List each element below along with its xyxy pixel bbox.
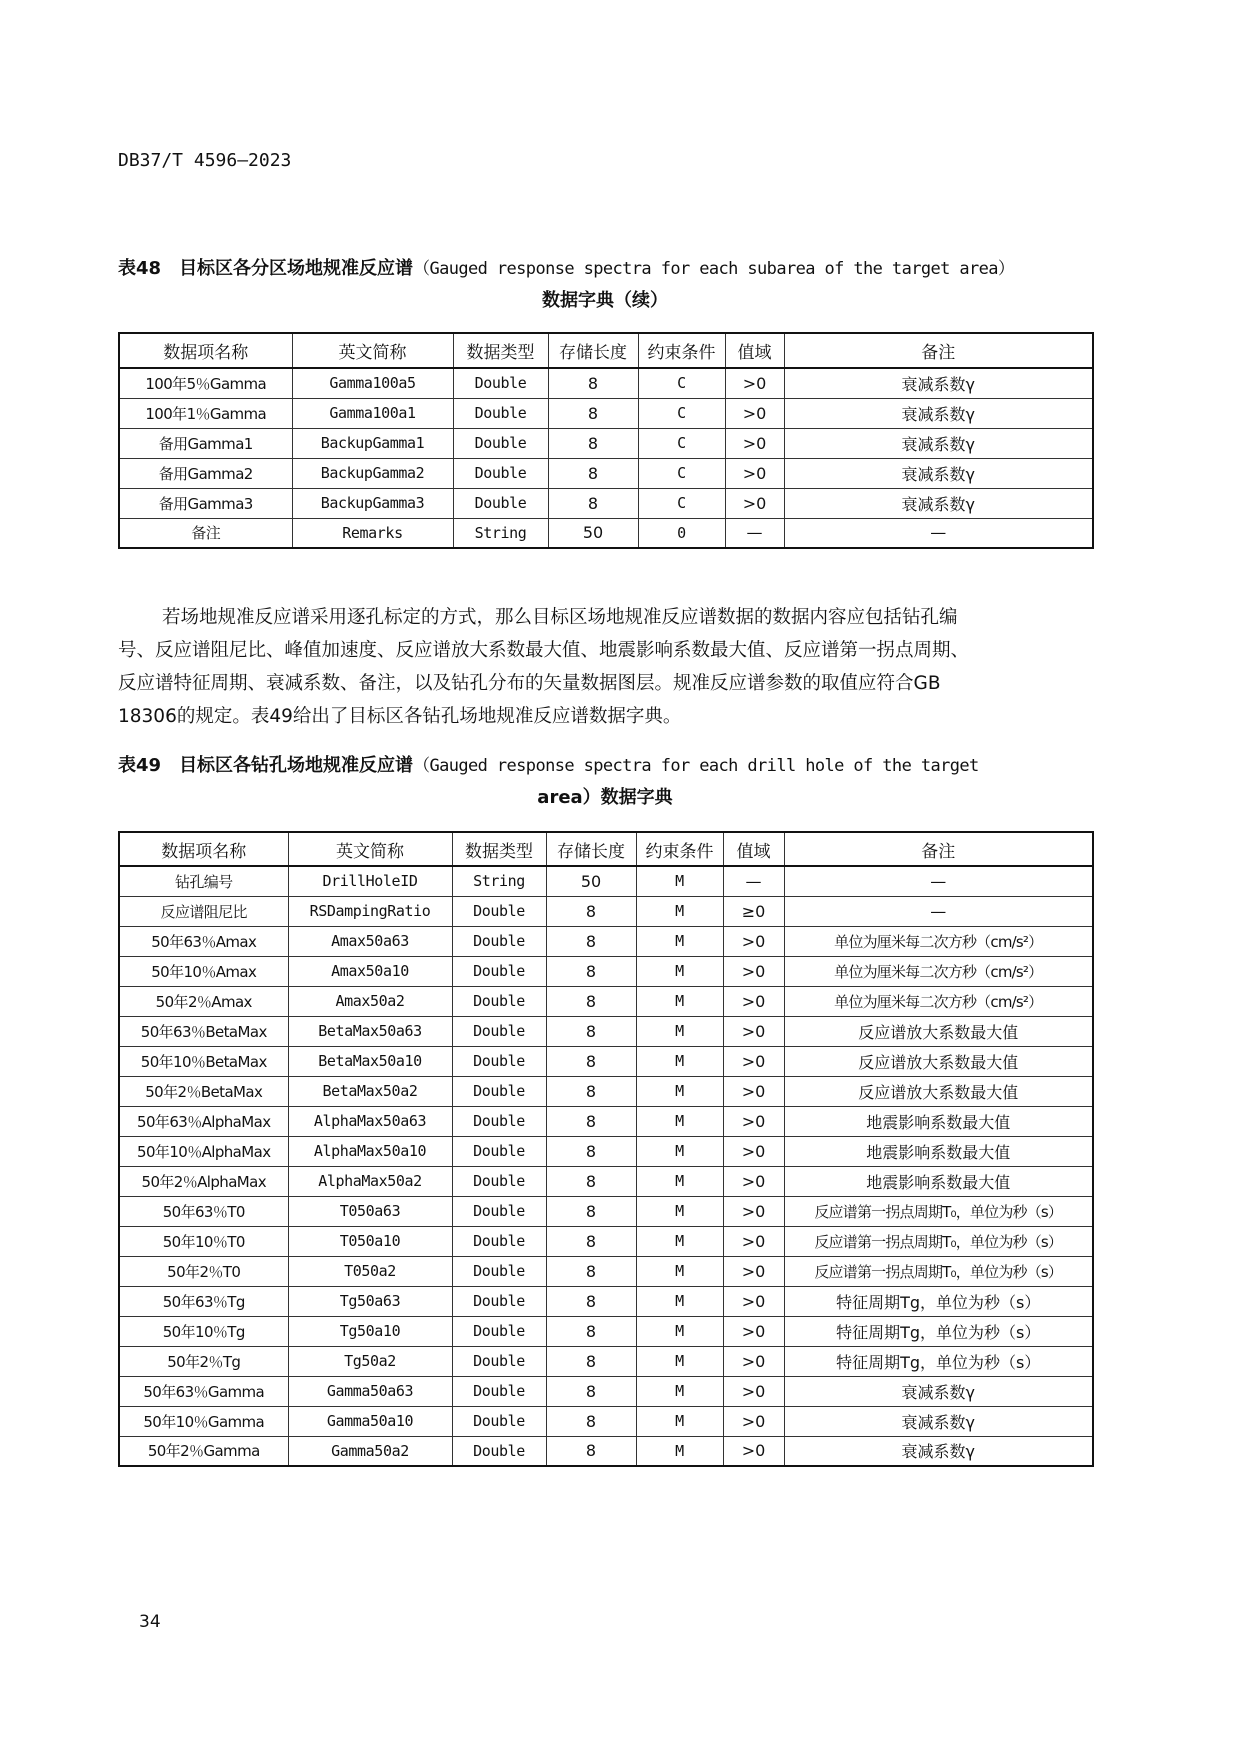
cell-item-name: 50年63％AlphaMax	[119, 1106, 288, 1136]
cell-value-range: >0	[723, 1346, 784, 1376]
cell-english-abbr: Amax50a2	[288, 986, 452, 1016]
cell-item-name: 50年63％Gamma	[119, 1376, 288, 1406]
cell-item-name: 50年63％T0	[119, 1196, 288, 1226]
table-row	[119, 926, 1093, 956]
cell-data-type: String	[453, 518, 548, 548]
table48-title-line2: 数据字典（续）	[542, 290, 668, 311]
cell-english-abbr: Gamma50a2	[288, 1436, 452, 1466]
cell-data-type: Double	[452, 926, 546, 956]
cell-item-name: 50年10％BetaMax	[119, 1046, 288, 1076]
column-header-remark: 备注	[784, 333, 1093, 368]
cell-data-type: Double	[452, 896, 546, 926]
cell-item-name: 反应谱阻尼比	[119, 896, 288, 926]
column-header-constraint: 约束条件	[636, 832, 723, 866]
table-row	[119, 866, 1093, 896]
table48-header-row	[119, 333, 1093, 368]
cell-value-range: >0	[723, 1406, 784, 1436]
cell-item-name: 备用Gamma1	[119, 428, 292, 458]
cell-remark: 单位为厘米每二次方秒（cm/s²）	[784, 986, 1093, 1016]
cell-english-abbr: T050a10	[288, 1226, 452, 1256]
cell-storage-length: 8	[546, 1046, 636, 1076]
cell-constraint: M	[636, 1196, 723, 1226]
table-row	[119, 986, 1093, 1016]
cell-remark: 地震影响系数最大值	[784, 1106, 1093, 1136]
cell-storage-length: 8	[546, 1376, 636, 1406]
cell-item-name: 50年10％Amax	[119, 956, 288, 986]
cell-item-name: 钻孔编号	[119, 866, 288, 896]
cell-item-name: 50年2％BetaMax	[119, 1076, 288, 1106]
cell-item-name: 50年63％BetaMax	[119, 1016, 288, 1046]
cell-storage-length: 8	[548, 458, 638, 488]
cell-data-type: Double	[452, 1166, 546, 1196]
column-header-storage-length: 存储长度	[548, 333, 638, 368]
cell-data-type: Double	[452, 1076, 546, 1106]
cell-item-name: 50年2％Amax	[119, 986, 288, 1016]
cell-english-abbr: BetaMax50a10	[288, 1046, 452, 1076]
cell-item-name: 50年2％AlphaMax	[119, 1166, 288, 1196]
cell-remark: 特征周期Tg，单位为秒（s）	[784, 1346, 1093, 1376]
cell-data-type: Double	[452, 1346, 546, 1376]
cell-value-range: >0	[725, 488, 784, 518]
cell-english-abbr: Gamma100a5	[292, 368, 453, 398]
table-row	[119, 458, 1093, 488]
cell-constraint: M	[636, 1016, 723, 1046]
cell-data-type: Double	[452, 1136, 546, 1166]
cell-remark: 衰减系数γ	[784, 1376, 1093, 1406]
cell-remark: 反应谱第一拐点周期T₀，单位为秒（s）	[784, 1226, 1093, 1256]
cell-item-name: 50年10％Gamma	[119, 1406, 288, 1436]
cell-data-type: Double	[452, 1286, 546, 1316]
cell-constraint: M	[636, 956, 723, 986]
table-row	[119, 1196, 1093, 1226]
cell-storage-length: 8	[548, 428, 638, 458]
cell-data-type: Double	[452, 1376, 546, 1406]
column-header-item-name: 数据项名称	[119, 832, 288, 866]
cell-data-type: Double	[452, 1436, 546, 1466]
cell-english-abbr: T050a2	[288, 1256, 452, 1286]
column-header-english-abbr: 英文简称	[288, 832, 452, 866]
cell-item-name: 50年63％Tg	[119, 1286, 288, 1316]
cell-data-type: Double	[453, 488, 548, 518]
cell-storage-length: 8	[546, 1166, 636, 1196]
table-row	[119, 368, 1093, 398]
cell-constraint: M	[636, 1406, 723, 1436]
cell-storage-length: 8	[546, 926, 636, 956]
cell-storage-length: 8	[546, 1226, 636, 1256]
cell-english-abbr: AlphaMax50a63	[288, 1106, 452, 1136]
table49-title-line2: area）数据字典	[537, 787, 673, 808]
column-header-data-type: 数据类型	[452, 832, 546, 866]
cell-remark: 单位为厘米每二次方秒（cm/s²）	[784, 956, 1093, 986]
table-row	[119, 1166, 1093, 1196]
cell-value-range: >0	[725, 458, 784, 488]
cell-remark: —	[784, 866, 1093, 896]
cell-remark: 衰减系数γ	[784, 488, 1093, 518]
cell-storage-length: 8	[546, 1346, 636, 1376]
cell-value-range: >0	[723, 1076, 784, 1106]
cell-english-abbr: Tg50a2	[288, 1346, 452, 1376]
cell-english-abbr: BackupGamma3	[292, 488, 453, 518]
cell-remark: —	[784, 896, 1093, 926]
paragraph-line: 若场地规准反应谱采用逐孔标定的方式，那么目标区场地规准反应谱数据的数据内容应包括钻孔编	[162, 607, 958, 628]
cell-storage-length: 8	[546, 1196, 636, 1226]
cell-value-range: >0	[723, 1196, 784, 1226]
cell-data-type: Double	[452, 1196, 546, 1226]
table49-header-row	[119, 832, 1093, 866]
table-row	[119, 488, 1093, 518]
cell-remark: 反应谱放大系数最大值	[784, 1016, 1093, 1046]
cell-constraint: C	[638, 428, 725, 458]
cell-constraint: C	[638, 368, 725, 398]
table49	[118, 831, 1094, 1467]
cell-constraint: M	[636, 926, 723, 956]
table-row	[119, 1406, 1093, 1436]
paragraph-line: 反应谱特征周期、衰减系数、备注，以及钻孔分布的矢量数据图层。规准反应谱参数的取值应符合GB	[118, 673, 941, 694]
cell-storage-length: 8	[548, 368, 638, 398]
cell-remark: 衰减系数γ	[784, 1436, 1093, 1466]
cell-constraint: M	[636, 1226, 723, 1256]
table-row	[119, 1376, 1093, 1406]
cell-constraint: M	[636, 1106, 723, 1136]
cell-english-abbr: BackupGamma2	[292, 458, 453, 488]
cell-storage-length: 8	[546, 1016, 636, 1046]
cell-constraint: M	[636, 1046, 723, 1076]
cell-value-range: >0	[723, 926, 784, 956]
table48-caption	[118, 254, 1092, 318]
table48-body	[119, 368, 1093, 548]
cell-english-abbr: Tg50a10	[288, 1316, 452, 1346]
cell-storage-length: 8	[548, 398, 638, 428]
cell-constraint: C	[638, 398, 725, 428]
table-row	[119, 1226, 1093, 1256]
table-row	[119, 1346, 1093, 1376]
cell-remark: 反应谱第一拐点周期T₀，单位为秒（s）	[784, 1256, 1093, 1286]
cell-constraint: M	[636, 866, 723, 896]
column-header-remark: 备注	[784, 832, 1093, 866]
cell-english-abbr: Remarks	[292, 518, 453, 548]
cell-value-range: >0	[725, 428, 784, 458]
table-row	[119, 1436, 1093, 1466]
cell-value-range: —	[725, 518, 784, 548]
table-row	[119, 1106, 1093, 1136]
column-header-item-name: 数据项名称	[119, 333, 292, 368]
cell-english-abbr: T050a63	[288, 1196, 452, 1226]
cell-data-type: Double	[453, 458, 548, 488]
cell-storage-length: 8	[546, 896, 636, 926]
table48-title-en: （Gauged response spectra for each subarea of the target area）	[413, 259, 1015, 279]
cell-english-abbr: BetaMax50a2	[288, 1076, 452, 1106]
column-header-storage-length: 存储长度	[546, 832, 636, 866]
table48-title-cn: 目标区各分区场地规准反应谱	[179, 258, 414, 279]
cell-remark: 衰减系数γ	[784, 458, 1093, 488]
cell-remark: 单位为厘米每二次方秒（cm/s²）	[784, 926, 1093, 956]
column-header-value-range: 值域	[723, 832, 784, 866]
cell-value-range: >0	[725, 368, 784, 398]
cell-data-type: Double	[452, 1256, 546, 1286]
cell-data-type: Double	[452, 956, 546, 986]
cell-data-type: Double	[452, 986, 546, 1016]
cell-english-abbr: AlphaMax50a10	[288, 1136, 452, 1166]
cell-value-range: >0	[725, 398, 784, 428]
cell-english-abbr: Gamma50a10	[288, 1406, 452, 1436]
table49-number: 表49	[118, 755, 162, 776]
cell-value-range: >0	[723, 1436, 784, 1466]
cell-remark: 衰减系数γ	[784, 428, 1093, 458]
cell-value-range: >0	[723, 986, 784, 1016]
cell-data-type: Double	[453, 368, 548, 398]
cell-item-name: 50年10％Tg	[119, 1316, 288, 1346]
cell-constraint: M	[636, 1076, 723, 1106]
table-row	[119, 1286, 1093, 1316]
cell-storage-length: 8	[546, 1106, 636, 1136]
cell-data-type: Double	[453, 398, 548, 428]
cell-constraint: C	[638, 458, 725, 488]
table-row	[119, 956, 1093, 986]
cell-constraint: M	[636, 1376, 723, 1406]
standard-code: DB37/T 4596—2023	[118, 150, 292, 171]
table49-title-en: （Gauged response spectra for each drill hole of the target	[413, 756, 979, 776]
cell-constraint: M	[636, 1316, 723, 1346]
cell-storage-length: 8	[546, 1286, 636, 1316]
cell-value-range: >0	[723, 1046, 784, 1076]
cell-constraint: M	[636, 1256, 723, 1286]
table49-body	[119, 866, 1093, 1466]
cell-constraint: 0	[638, 518, 725, 548]
cell-item-name: 100年1％Gamma	[119, 398, 292, 428]
cell-constraint: M	[636, 1136, 723, 1166]
cell-item-name: 备用Gamma3	[119, 488, 292, 518]
cell-english-abbr: DrillHoleID	[288, 866, 452, 896]
cell-data-type: Double	[452, 1016, 546, 1046]
cell-value-range: >0	[723, 1286, 784, 1316]
cell-storage-length: 8	[546, 1316, 636, 1346]
cell-storage-length: 8	[546, 1436, 636, 1466]
table-row	[119, 428, 1093, 458]
cell-storage-length: 8	[546, 1136, 636, 1166]
paragraph-line: 号、反应谱阻尼比、峰值加速度、反应谱放大系数最大值、地震影响系数最大值、反应谱第一拐点周期、	[118, 640, 970, 661]
cell-constraint: M	[636, 986, 723, 1016]
column-header-value-range: 值域	[725, 333, 784, 368]
cell-storage-length: 50	[546, 866, 636, 896]
table49-caption	[118, 751, 1092, 815]
cell-item-name: 50年2％T0	[119, 1256, 288, 1286]
cell-constraint: M	[636, 896, 723, 926]
cell-value-range: >0	[723, 1136, 784, 1166]
cell-value-range: ≥0	[723, 896, 784, 926]
cell-value-range: >0	[723, 1256, 784, 1286]
page-number: 34	[139, 1612, 161, 1632]
cell-storage-length: 8	[546, 1076, 636, 1106]
cell-remark: 反应谱放大系数最大值	[784, 1046, 1093, 1076]
cell-value-range: >0	[723, 956, 784, 986]
cell-value-range: >0	[723, 1106, 784, 1136]
cell-constraint: M	[636, 1286, 723, 1316]
table-row	[119, 896, 1093, 926]
column-header-constraint: 约束条件	[638, 333, 725, 368]
cell-constraint: M	[636, 1166, 723, 1196]
cell-item-name: 50年63％Amax	[119, 926, 288, 956]
cell-value-range: >0	[723, 1316, 784, 1346]
table-row	[119, 398, 1093, 428]
body-paragraph	[118, 601, 1092, 733]
cell-storage-length: 8	[546, 956, 636, 986]
table-row	[119, 1316, 1093, 1346]
cell-value-range: >0	[723, 1166, 784, 1196]
cell-value-range: >0	[723, 1016, 784, 1046]
cell-remark: —	[784, 518, 1093, 548]
cell-english-abbr: AlphaMax50a2	[288, 1166, 452, 1196]
cell-value-range: >0	[723, 1376, 784, 1406]
cell-remark: 衰减系数γ	[784, 1406, 1093, 1436]
cell-english-abbr: Amax50a63	[288, 926, 452, 956]
cell-storage-length: 8	[548, 488, 638, 518]
cell-data-type: Double	[452, 1406, 546, 1436]
cell-data-type: Double	[452, 1226, 546, 1256]
cell-data-type: Double	[452, 1316, 546, 1346]
cell-item-name: 50年10％T0	[119, 1226, 288, 1256]
column-header-data-type: 数据类型	[453, 333, 548, 368]
cell-storage-length: 8	[546, 1256, 636, 1286]
column-header-english-abbr: 英文简称	[292, 333, 453, 368]
table-row	[119, 1136, 1093, 1166]
cell-storage-length: 8	[546, 986, 636, 1016]
cell-english-abbr: BetaMax50a63	[288, 1016, 452, 1046]
paragraph-line: 18306的规定。表49给出了目标区各钻孔场地规准反应谱数据字典。	[118, 706, 682, 727]
cell-data-type: Double	[452, 1046, 546, 1076]
cell-remark: 地震影响系数最大值	[784, 1166, 1093, 1196]
cell-item-name: 100年5％Gamma	[119, 368, 292, 398]
cell-remark: 特征周期Tg，单位为秒（s）	[784, 1316, 1093, 1346]
cell-english-abbr: Amax50a10	[288, 956, 452, 986]
cell-constraint: M	[636, 1436, 723, 1466]
cell-remark: 反应谱放大系数最大值	[784, 1076, 1093, 1106]
cell-item-name: 备注	[119, 518, 292, 548]
cell-item-name: 50年2％Gamma	[119, 1436, 288, 1466]
cell-value-range: —	[723, 866, 784, 896]
cell-constraint: M	[636, 1346, 723, 1376]
cell-english-abbr: Tg50a63	[288, 1286, 452, 1316]
cell-english-abbr: Gamma50a63	[288, 1376, 452, 1406]
table48-number: 表48	[118, 258, 162, 279]
cell-remark: 衰减系数γ	[784, 398, 1093, 428]
cell-english-abbr: BackupGamma1	[292, 428, 453, 458]
table-row	[119, 1076, 1093, 1106]
cell-data-type: String	[452, 866, 546, 896]
cell-data-type: Double	[453, 428, 548, 458]
cell-english-abbr: RSDampingRatio	[288, 896, 452, 926]
cell-storage-length: 8	[546, 1406, 636, 1436]
cell-constraint: C	[638, 488, 725, 518]
table-row	[119, 1046, 1093, 1076]
table49-title-cn: 目标区各钻孔场地规准反应谱	[179, 755, 414, 776]
cell-remark: 衰减系数γ	[784, 368, 1093, 398]
cell-storage-length: 50	[548, 518, 638, 548]
cell-item-name: 50年10％AlphaMax	[119, 1136, 288, 1166]
table-row	[119, 518, 1093, 548]
table-row	[119, 1016, 1093, 1046]
cell-data-type: Double	[452, 1106, 546, 1136]
cell-item-name: 50年2％Tg	[119, 1346, 288, 1376]
cell-english-abbr: Gamma100a1	[292, 398, 453, 428]
cell-item-name: 备用Gamma2	[119, 458, 292, 488]
cell-value-range: >0	[723, 1226, 784, 1256]
table48	[118, 332, 1094, 549]
cell-remark: 地震影响系数最大值	[784, 1136, 1093, 1166]
cell-remark: 反应谱第一拐点周期T₀，单位为秒（s）	[784, 1196, 1093, 1226]
cell-remark: 特征周期Tg，单位为秒（s）	[784, 1286, 1093, 1316]
table-row	[119, 1256, 1093, 1286]
